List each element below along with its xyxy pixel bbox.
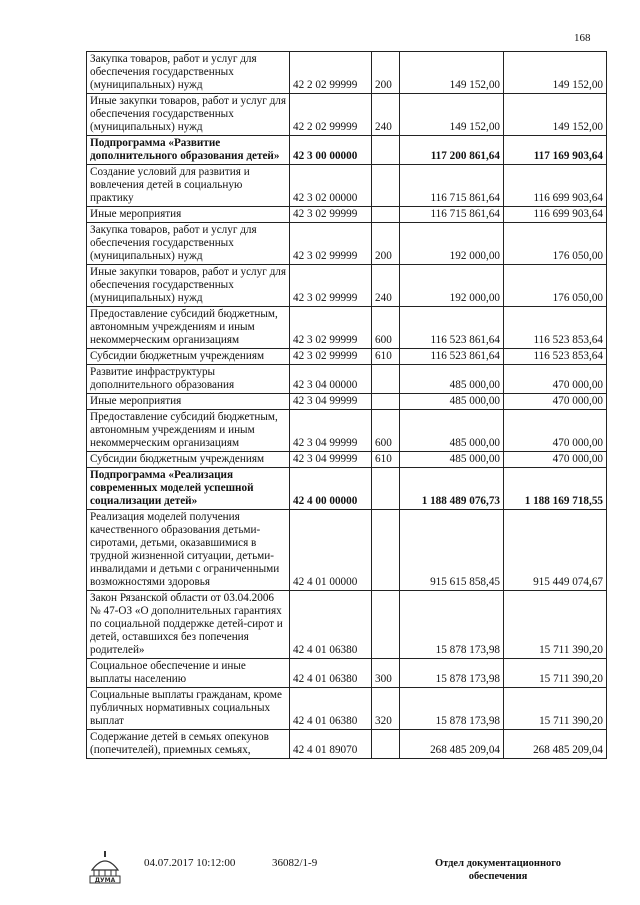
table-row [87,394,607,410]
vr-cell [372,207,400,223]
code-cell: 42 3 04 00000 [290,365,372,394]
vr-cell [372,136,400,165]
amount-cell-1: 116 715 861,64 [400,207,504,223]
code-cell: 42 4 01 89070 [290,730,372,759]
name-cell: Содержание детей в семьях опекунов (попечителей), приемных семьях, [87,730,290,759]
table-row [87,591,607,659]
vr-cell [372,165,400,207]
amount-cell-2: 176 050,00 [504,265,607,307]
code-cell: 42 3 02 00000 [290,165,372,207]
vr-cell: 610 [372,452,400,468]
name-cell: Предоставление субсидий бюджетным, автономным учреждениям и иным некоммерческим организациям [87,307,290,349]
vr-cell [372,468,400,510]
amount-cell-1: 1 188 489 076,73 [400,468,504,510]
amount-cell-2: 268 485 209,04 [504,730,607,759]
code-cell: 42 3 02 99999 [290,307,372,349]
name-cell: Субсидии бюджетным учреждениям [87,452,290,468]
table-row [87,365,607,394]
code-cell: 42 4 01 06380 [290,591,372,659]
table-row [87,468,607,510]
table-row [87,52,607,94]
vr-cell [372,591,400,659]
code-cell: 42 4 01 06380 [290,659,372,688]
code-cell: 42 3 02 99999 [290,207,372,223]
table-row [87,730,607,759]
amount-cell-2: 15 711 390,20 [504,659,607,688]
code-cell: 42 3 02 99999 [290,265,372,307]
amount-cell-1: 116 523 861,64 [400,349,504,365]
footer-doc-number: 36082/1-9 [272,857,318,869]
code-cell: 42 3 00 00000 [290,136,372,165]
budget-table [86,51,607,759]
table-row [87,510,607,591]
vr-cell [372,510,400,591]
table-row [87,452,607,468]
duma-logo-icon [88,848,122,884]
name-cell: Социальные выплаты гражданам, кроме публичных нормативных социальных выплат [87,688,290,730]
table-row [87,94,607,136]
code-cell: 42 3 02 99999 [290,223,372,265]
name-cell: Закупка товаров, работ и услуг для обеспечения государственных (муниципальных) нужд [87,52,290,94]
name-cell: Реализация моделей получения качественного образования детьми-сиротами, детьми, оказавшимися в трудной жизненной ситуации, детьми-инвалидами и детьми с ограниченными возможностями здоровья [87,510,290,591]
name-cell: Подпрограмма «Реализация современных моделей успешной социализации детей» [87,468,290,510]
name-cell: Иные закупки товаров, работ и услуг для обеспечения государственных (муниципальных) нужд [87,265,290,307]
code-cell: 42 2 02 99999 [290,52,372,94]
amount-cell-2: 117 169 903,64 [504,136,607,165]
amount-cell-1: 116 715 861,64 [400,165,504,207]
vr-cell [372,730,400,759]
name-cell: Закон Рязанской области от 03.04.2006 № 47-ОЗ «О дополнительных гарантиях по социальной поддержке детей-сирот и детей, оставшихся без попечения родителей» [87,591,290,659]
amount-cell-1: 149 152,00 [400,94,504,136]
amount-cell-1: 15 878 173,98 [400,688,504,730]
amount-cell-1: 485 000,00 [400,365,504,394]
table-row [87,136,607,165]
amount-cell-1: 192 000,00 [400,223,504,265]
name-cell: Создание условий для развития и вовлечения детей в социальную практику [87,165,290,207]
amount-cell-2: 149 152,00 [504,52,607,94]
footer-date: 04.07.2017 10:12:00 [144,857,236,869]
amount-cell-1: 192 000,00 [400,265,504,307]
amount-cell-1: 116 523 861,64 [400,307,504,349]
table-row [87,223,607,265]
amount-cell-2: 176 050,00 [504,223,607,265]
page-footer [88,848,608,888]
amount-cell-2: 116 523 853,64 [504,307,607,349]
vr-cell: 200 [372,52,400,94]
amount-cell-2: 116 699 903,64 [504,207,607,223]
amount-cell-1: 268 485 209,04 [400,730,504,759]
amount-cell-2: 116 699 903,64 [504,165,607,207]
vr-cell: 610 [372,349,400,365]
amount-cell-2: 470 000,00 [504,365,607,394]
vr-cell [372,365,400,394]
name-cell: Подпрограмма «Развитие дополнительного образования детей» [87,136,290,165]
name-cell: Иные закупки товаров, работ и услуг для обеспечения государственных (муниципальных) нужд [87,94,290,136]
amount-cell-2: 470 000,00 [504,410,607,452]
amount-cell-1: 485 000,00 [400,452,504,468]
amount-cell-2: 470 000,00 [504,394,607,410]
table-row [87,207,607,223]
vr-cell [372,394,400,410]
amount-cell-1: 149 152,00 [400,52,504,94]
vr-cell: 240 [372,265,400,307]
code-cell: 42 2 02 99999 [290,94,372,136]
code-cell: 42 4 01 00000 [290,510,372,591]
name-cell: Иные мероприятия [87,394,290,410]
name-cell: Иные мероприятия [87,207,290,223]
footer-department: Отдел документационного обеспечения [434,858,562,882]
name-cell: Субсидии бюджетным учреждениям [87,349,290,365]
table-row [87,165,607,207]
name-cell: Социальное обеспечение и иные выплаты населению [87,659,290,688]
vr-cell: 600 [372,307,400,349]
amount-cell-2: 1 188 169 718,55 [504,468,607,510]
table-row [87,688,607,730]
amount-cell-1: 485 000,00 [400,394,504,410]
vr-cell: 240 [372,94,400,136]
code-cell: 42 4 00 00000 [290,468,372,510]
amount-cell-1: 915 615 858,45 [400,510,504,591]
amount-cell-2: 116 523 853,64 [504,349,607,365]
name-cell: Развитие инфраструктуры дополнительного образования [87,365,290,394]
code-cell: 42 3 04 99999 [290,394,372,410]
amount-cell-2: 15 711 390,20 [504,688,607,730]
name-cell: Предоставление субсидий бюджетным, автономным учреждениям и иным некоммерческим организациям [87,410,290,452]
vr-cell: 300 [372,659,400,688]
table-row [87,349,607,365]
amount-cell-1: 117 200 861,64 [400,136,504,165]
amount-cell-1: 15 878 173,98 [400,591,504,659]
amount-cell-2: 15 711 390,20 [504,591,607,659]
amount-cell-2: 149 152,00 [504,94,607,136]
amount-cell-1: 485 000,00 [400,410,504,452]
amount-cell-1: 15 878 173,98 [400,659,504,688]
name-cell: Закупка товаров, работ и услуг для обеспечения государственных (муниципальных) нужд [87,223,290,265]
amount-cell-2: 470 000,00 [504,452,607,468]
svg-text:ДУМА: ДУМА [94,877,116,884]
code-cell: 42 3 04 99999 [290,452,372,468]
amount-cell-2: 915 449 074,67 [504,510,607,591]
table-row [87,659,607,688]
budget-table-body [87,52,607,759]
table-row [87,307,607,349]
table-row [87,265,607,307]
page-number: 168 [574,32,591,44]
code-cell: 42 4 01 06380 [290,688,372,730]
code-cell: 42 3 02 99999 [290,349,372,365]
vr-cell: 200 [372,223,400,265]
table-row [87,410,607,452]
vr-cell: 320 [372,688,400,730]
code-cell: 42 3 04 99999 [290,410,372,452]
vr-cell: 600 [372,410,400,452]
